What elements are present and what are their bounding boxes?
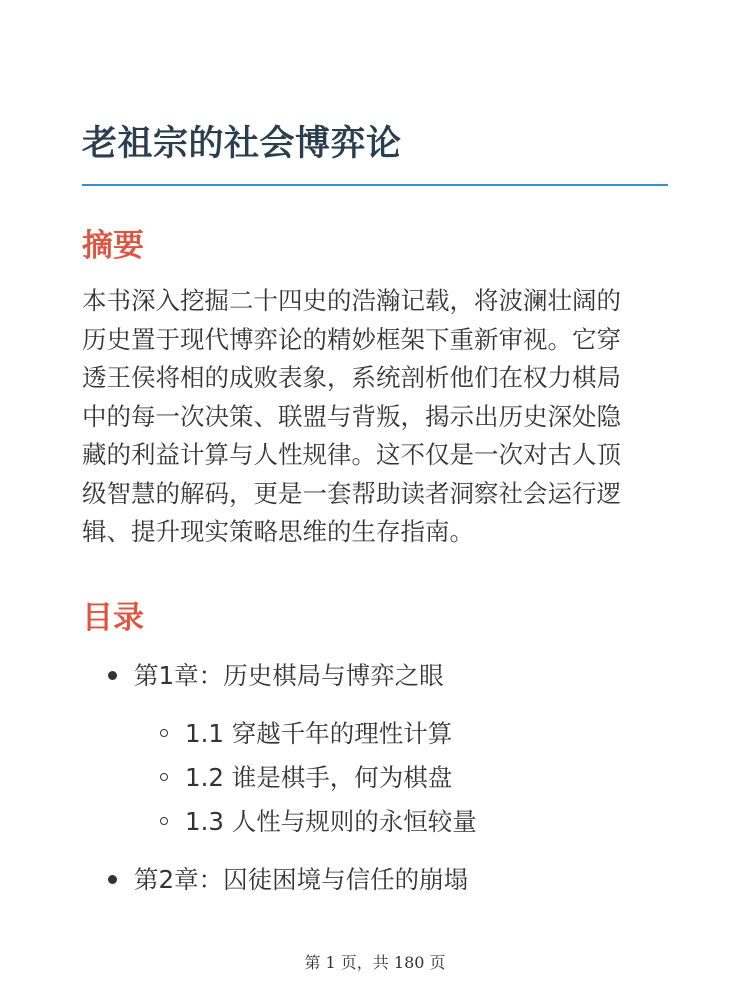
toc-section-label: 1.3 人性与规则的永恒较量 [185,807,477,836]
toc-section-label: 1.1 穿越千年的理性计算 [185,719,453,748]
page-number-footer: 第 1 页，共 180 页 [304,953,446,972]
bullet-disc-icon [108,875,117,884]
toc-chapter-label: 第2章：囚徒困境与信任的崩塌 [134,865,469,894]
abstract-line: 中的每一次决策、联盟与背叛，揭示出历史深处隐 [82,401,621,431]
toc-section-label: 1.2 谁是棋手，何为棋盘 [185,763,453,792]
abstract-line: 透王侯将相的成败表象，系统剖析他们在权力棋局 [82,363,621,392]
abstract-line: 级智慧的解码，更是一套帮助读者洞察社会运行逻 [82,478,621,508]
abstract-line: 辑、提升现实策略思维的生存指南。 [82,517,474,546]
toc-section-1-3[interactable] [160,806,477,838]
bullet-disc-icon [108,671,117,680]
abstract-line: 历史置于现代博弈论的精妙框架下重新审视。它穿 [82,324,621,354]
abstract-heading: 摘要 [82,228,144,264]
bullet-circle-icon [160,817,168,825]
toc-chapter-2[interactable] [108,864,468,896]
abstract-line: 本书深入挖掘二十四史的浩瀚记载，将波澜壮阔的 [82,286,621,315]
book-title: 老祖宗的社会博弈论 [82,124,402,164]
toc-heading: 目录 [82,600,144,636]
bullet-circle-icon [160,729,168,737]
bullet-circle-icon [160,773,168,781]
toc-chapter-label: 第1章：历史棋局与博弈之眼 [134,661,444,690]
toc-chapter-1[interactable] [108,660,444,692]
title-divider [82,184,668,186]
abstract-line: 藏的利益计算与人性规律。这不仅是一次对古人顶 [82,440,621,469]
toc-section-1-2[interactable] [160,762,452,794]
abstract-paragraph [82,282,672,552]
toc-section-1-1[interactable] [160,718,452,750]
